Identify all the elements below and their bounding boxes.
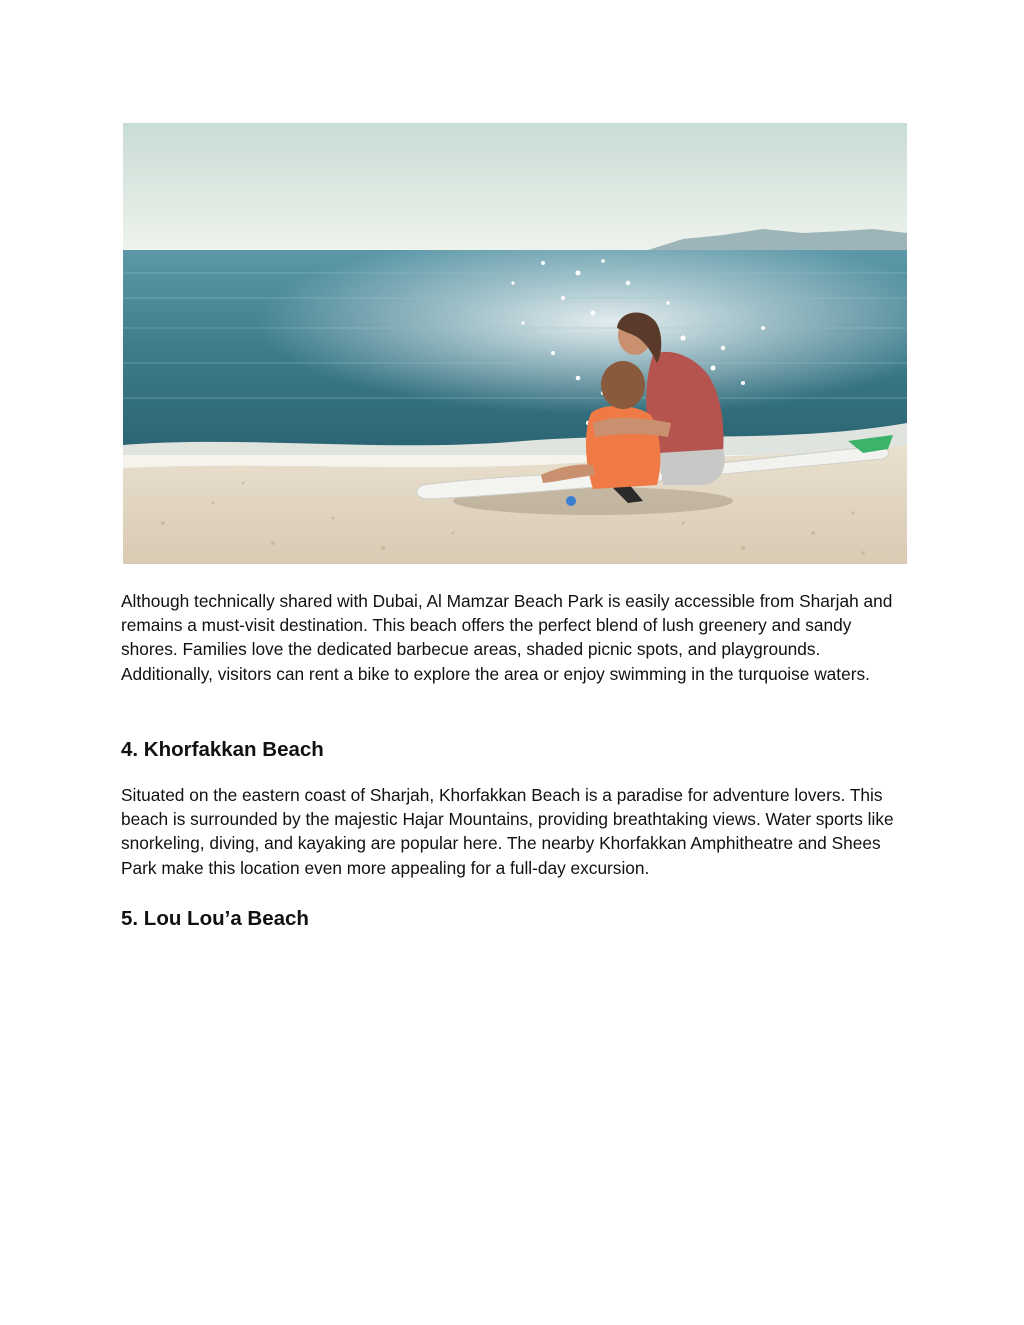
- adult-shorts: [658, 449, 725, 485]
- heading-khorfakkan-beach: 4. Khorfakkan Beach: [121, 738, 324, 761]
- heading-lou-loua-beach: 5. Lou Lou’a Beach: [121, 907, 309, 930]
- child-hair: [601, 361, 645, 409]
- beach-photo-illustration: [123, 123, 907, 564]
- paragraph-khorfakkan: Situated on the eastern coast of Sharjah, Khorfakkan Beach is a paradise for adventure lovers. This beach is surrounded by the majestic Hajar Mountains, providing breathtaking views. Water sports like snorkeling, diving, and kayaking are popular here. The nearby Khorfakkan Amphitheatre and Shees Park make this location even more appealing for a full-day excursion.: [121, 785, 894, 878]
- surfboard-fin-blue: [566, 496, 576, 506]
- sun-glare: [123, 250, 907, 455]
- paragraph-mamzar: Although technically shared with Dubai, Al Mamzar Beach Park is easily accessible from Sharjah and remains a must-visit destination. This beach offers the perfect blend of lush greenery and sandy shores. Families love the dedicated barbecue areas, shaded picnic spots, and playgrounds. Additionally, visitors can rent a bike to explore the area or enjoy swimming in the turquoise waters.: [121, 591, 893, 684]
- beach-photo: [123, 123, 907, 564]
